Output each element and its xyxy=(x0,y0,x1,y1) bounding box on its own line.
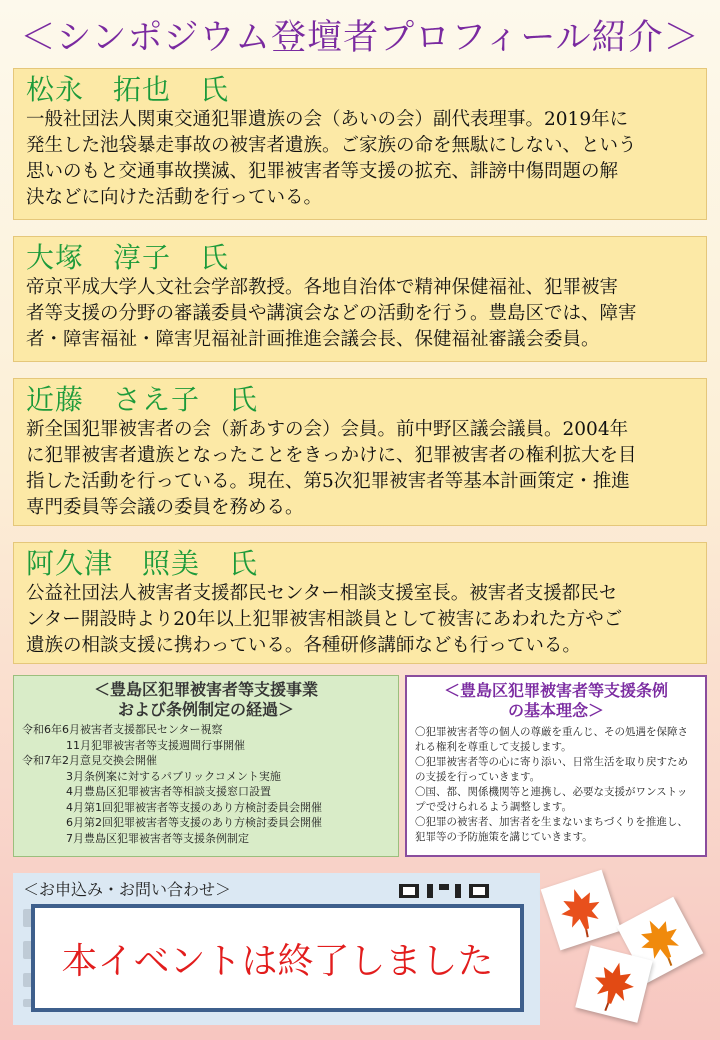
principle-item: 〇犯罪の被害者、加害者を生まないまちづくりを推進し、犯罪等の予防施策を講じていきます。 xyxy=(415,816,688,843)
history-row: 4月第1回犯罪被害者等支援のあり方検討委員会開催 xyxy=(22,800,322,814)
history-row: 11月犯罪被害者等支援週間行事開催 xyxy=(22,738,245,752)
history-title: ＜豊島区犯罪被害者等支援事業 および条例制定の経過＞ xyxy=(93,680,318,719)
principles-title: ＜豊島区犯罪被害者等支援条例 の基本理念＞ xyxy=(443,681,668,720)
principles-box xyxy=(405,675,707,857)
event-ended-text: 本イベントは終了しました xyxy=(61,940,494,982)
qr-code-partial xyxy=(397,884,497,898)
principle-item: 〇犯罪被害者等の個人の尊厳を重んじ、その処遇を保障される権利を尊重して支援します。 xyxy=(415,726,688,753)
maple-leaf-icon xyxy=(541,870,622,951)
profile-card xyxy=(13,378,707,526)
page-title: ＜シンポジウム登壇者プロフィール紹介＞ xyxy=(20,18,700,58)
speaker-name: 阿久津 照美 氏 xyxy=(26,547,259,580)
profile-card xyxy=(13,236,707,362)
maple-leaf-icon xyxy=(575,945,653,1023)
history-row: 6月第2回犯罪被害者等支援のあり方検討委員会開催 xyxy=(22,816,322,829)
history-row: 4月豊島区犯罪被害者等相談支援窓口設置 xyxy=(22,785,271,798)
maple-leaf-card xyxy=(575,945,653,1023)
history-row: 7月豊島区犯罪被害者等支援条例制定 xyxy=(22,831,249,845)
history-row: 令和7年2月意見交換会開催 xyxy=(22,754,157,767)
principles-list xyxy=(415,725,697,845)
speaker-description: 帝京平成大学人文社会学部教授。各地自治体で精神保健福祉、犯罪被害 者等支援の分野の審議委員や講演会などの活動を行う。豊島区では、障害 者・障害福祉・障害児福祉計画推進会議会長、保健福祉審議会委員。 xyxy=(26,277,637,350)
principle-item: 〇国、都、関係機関等と連携し、必要な支援がワンストップで受けられるよう調整します。 xyxy=(415,786,688,813)
maple-leaf-card xyxy=(541,870,622,951)
profile-card xyxy=(13,68,707,220)
speaker-name: 大塚 淳子 氏 xyxy=(26,241,230,274)
principle-item: 〇犯罪被害者等の心に寄り添い、日常生活を取り戻すための支援を行っていきます。 xyxy=(415,756,688,783)
history-list xyxy=(22,722,390,846)
speaker-description: 一般社団法人関東交通犯罪遺族の会（あいの会）副代表理事。2019年に 発生した池袋暴走事故の被害者遺族。ご家族の命を無駄にしない、という 思いのもと交通事故撲滅、犯罪被害者等支援の拡充、誹謗中傷問題の解 決などに向けた活動を行っている。 xyxy=(26,109,637,208)
speaker-description: 新全国犯罪被害者の会（新あすの会）会員。前中野区議会議員。2004年 に犯罪被害者遺族となったことをきっかけに、犯罪被害者の権利拡大を目 指した活動を行っている。現在、第5次犯罪被害者等基本計画策定・推進 専門委員等会議の委員を務める。 xyxy=(26,419,637,518)
speaker-name: 松永 拓也 氏 xyxy=(26,73,230,106)
history-box xyxy=(13,675,399,857)
contact-title: ＜お申込み・お問い合わせ＞ xyxy=(23,880,232,899)
speaker-description: 公益社団法人被害者支援都民センター相談支援室長。被害者支援都民セ ンター開設時より20年以上犯罪被害相談員として被害にあわれた方やご 遺族の相談支援に携わっている。各種研修講師なども行っている。 xyxy=(26,583,623,656)
history-row: 令和6年6月被害者支援都民センター視察 xyxy=(22,723,223,736)
profile-card xyxy=(13,542,707,664)
history-row: 3月条例案に対するパブリックコメント実施 xyxy=(22,769,281,783)
speaker-name: 近藤 さえ子 氏 xyxy=(26,383,259,416)
event-ended-notice xyxy=(31,904,524,1012)
